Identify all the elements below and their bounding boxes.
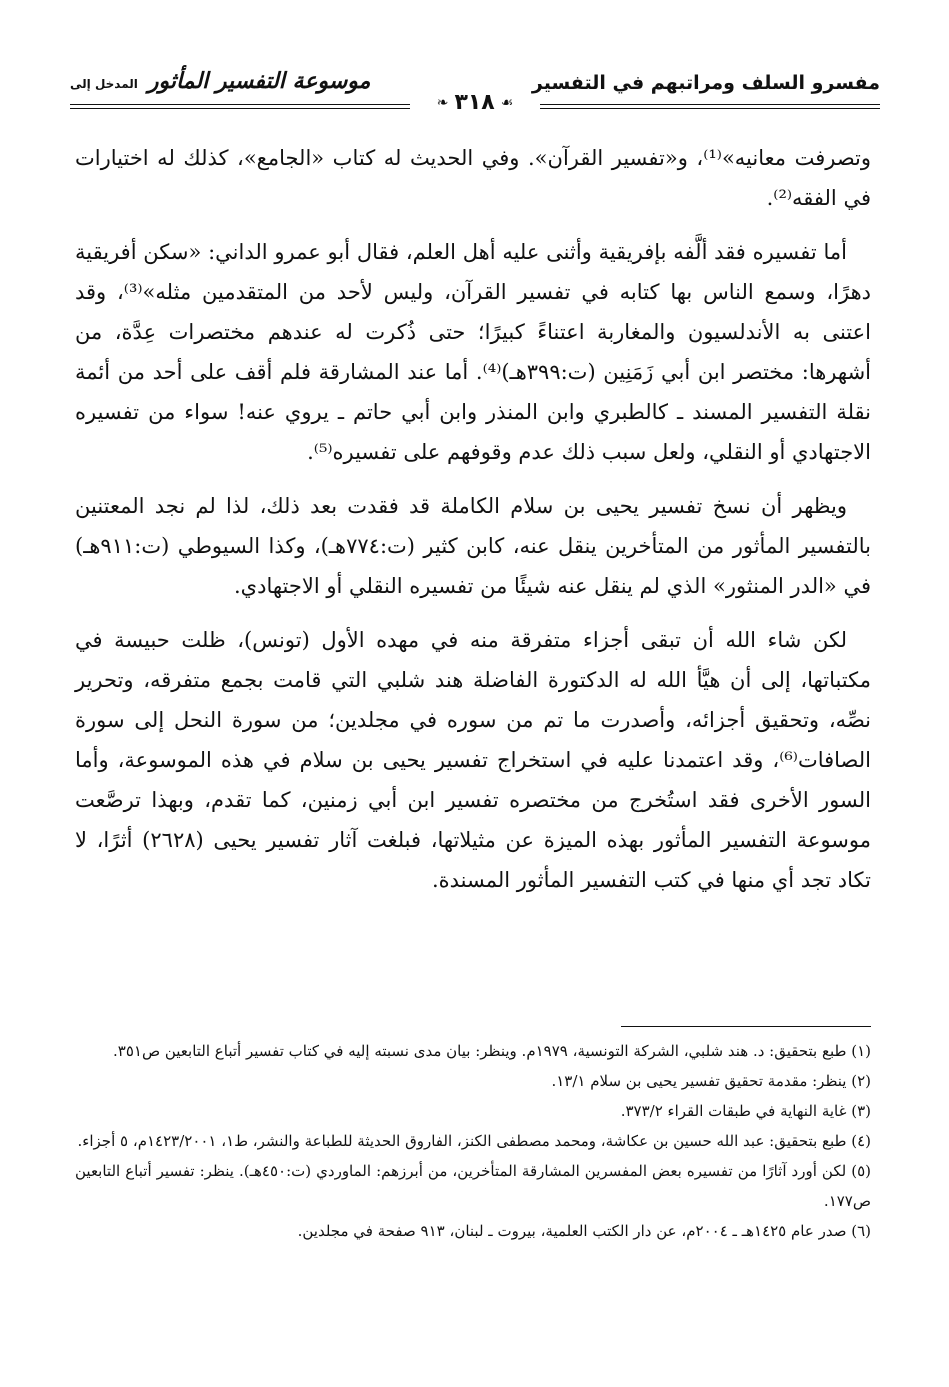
- footnote-separator: [621, 1026, 871, 1027]
- paragraph: أما تفسيره فقد ألَّفه بإفريقية وأثنى عليه أهل العلم، فقال أبو عمرو الداني: «سكن أفريقية دهرًا، وسمع الناس بها كتابه في تفسير القرآن، وليس لأحد من المتقدمين مثله»⁽³⁾، وقد اعتنى به الأندلسيون والمغاربة اعتناءً كبيرًا؛ حتى ذُكرت له عندهم مختصرات عِدَّة، من أشهرها: مختصر ابن أبي زَمَنِين (ت:٣٩٩هـ)⁽⁴⁾. أما عند المشارقة فلم أقف على أحد من أئمة نقلة التفسير المسند ـ كالطبري وابن المنذر وابن أبي حاتم ـ يروي عنه! سواء من تفسيره الاجتهادي أو النقلي، ولعل سبب ذلك عدم وقوفهم على تفسيره⁽⁵⁾.: [75, 240, 871, 464]
- page-number: ٣١٨: [454, 90, 495, 115]
- header-rule-line: [70, 108, 410, 109]
- footnote: (٢) ينظر: مقدمة تحقيق تفسير يحيى بن سلام ١٣/١.: [551, 1072, 871, 1090]
- footnotes: [75, 1036, 871, 1246]
- book-title-prefix: المدخل إلى: [70, 77, 138, 91]
- footnote: (٦) صدر عام ١٤٢٥هـ ـ ٢٠٠٤م، عن دار الكتب العلمية، بيروت ـ لبنان، ٩١٣ صفحة في مجلدين.: [297, 1222, 871, 1240]
- main-text: [75, 138, 871, 914]
- ornament-icon: ☙: [500, 94, 514, 111]
- header-rule-line: [540, 108, 880, 109]
- header-rule-line: [540, 104, 880, 105]
- paragraph: ويظهر أن نسخ تفسير يحيى بن سلام الكاملة قد فقدت بعد ذلك، لذا لم نجد المعتنين بالتفسير المأثور من المتأخرين ينقل عنه، كابن كثير (ت:٧٧٤هـ)، وكذا السيوطي (ت:٩١١هـ) في «الدر المنثور» الذي لم ينقل عنه شيئًا من تفسيره النقلي أو الاجتهادي.: [75, 494, 871, 598]
- footnote: (٣) غاية النهاية في طبقات القراء ٣٧٣/٢.: [620, 1102, 871, 1120]
- footnote: (١) طبع بتحقيق: د. هند شلبي، الشركة التونسية، ١٩٧٩م. وينظر: بيان مدى نسبته إليه في كتاب تفسير أتباع التابعين ص٣٥١.: [112, 1042, 871, 1060]
- ornament-icon: ❧: [436, 94, 449, 111]
- chapter-title: مفسرو السلف ومراتبهم في التفسير: [531, 72, 880, 94]
- footnote: (٥) لكن أورد آثارًا من تفسيره بعض المفسرين المشارقة المتأخرين، من أبرزهم: الماوردي (ت:٤٥٠هـ). ينظر: تفسير أتباع التابعين ص١٧٧.: [75, 1162, 872, 1210]
- paragraph: وتصرفت معانيه»⁽¹⁾، و«تفسير القرآن». وفي الحديث له كتاب «الجامع»، كذلك له اختيارات في الفقه⁽²⁾.: [75, 146, 872, 210]
- book-title-block: [70, 68, 370, 94]
- paragraph: لكن شاء الله أن تبقى أجزاء متفرقة منه في مهده الأول (تونس)، ظلت حبيسة في مكتباتها، إلى أن هيَّأ الله له الدكتورة الفاضلة هند شلبي التي قامت بجمع متفرقه، وتحرير نصِّه، وتحقيق أجزائه، وأصدرت ما تم من سوره في مجلدين؛ من سورة النحل إلى سورة الصافات⁽⁶⁾، وقد اعتمدنا عليه في استخراج تفسير يحيى بن سلام في هذه الموسوعة، وأما السور الأخرى فقد استُخرج من مختصره تفسير ابن أبي زمنين، كما تقدم، وبهذا ترصَّعت موسوعة التفسير المأثور بهذه الميزة عن مثيلاتها، فبلغت آثار تفسير يحيى (٢٦٢٨) أثرًا، لا تكاد تجد أي منها في كتب التفسير المأثور المسندة.: [75, 628, 872, 892]
- page-header: [70, 62, 880, 122]
- header-rule-line: [70, 104, 410, 105]
- book-title-calligraphy: موسوعة التفسير المأثور: [147, 68, 371, 94]
- page-number-block: [431, 90, 520, 115]
- footnote: (٤) طبع بتحقيق: عبد الله حسين بن عكاشة، ومحمد مصطفى الكنز، الفاروق الحديثة للطباعة والنشر، ط١، ١٤٢٣/٢٠٠١م، ٥ أجزاء.: [77, 1132, 871, 1150]
